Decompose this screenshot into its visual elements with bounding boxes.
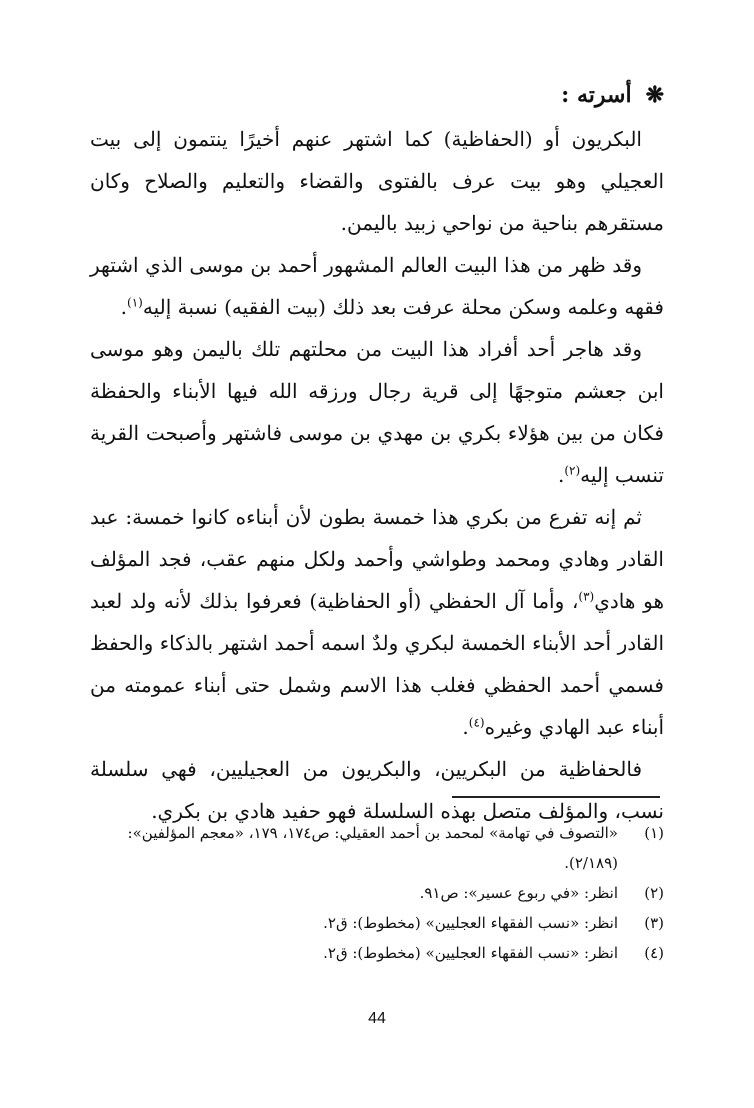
flower-bullet-icon: ❋	[645, 82, 664, 108]
footnote-divider	[452, 796, 660, 798]
page-number: 44	[368, 1010, 386, 1027]
paragraph	[90, 244, 664, 328]
paragraph-text: وقد ظهر من هذا البيت العالم المشهور أحمد بن موسى الذي اشتهر فقهه وعلمه وسكن محلة عرفت بعد ذلك (بيت الفقيه) نسبة إليه	[90, 253, 664, 319]
paragraph	[90, 118, 664, 244]
footnote-number: (١)	[644, 824, 664, 842]
paragraph-end: .	[557, 463, 565, 487]
footnote-ref[interactable]: (٣)	[578, 589, 595, 604]
paragraph-text: فالحفاظية من البكريين، والبكريون من العجيليين، فهي سلسلة نسب، والمؤلف متصل بهذه السلسلة فهو حفيد هادي بن بكري.	[90, 757, 664, 823]
footnote-ref[interactable]: (٤)	[468, 715, 485, 730]
paragraph-continuation: ، وأما آل الحفظي (أو الحفاظية) فعرفوا بذلك لأنه ولد لعبد القادر أحد الأبناء الخمسة لبكري ولدٌ اسمه أحمد اشتهر بالذكاء والحفظ فسمي أحمد الحفظي فغلب هذا الاسم وشمل حتى أبناء عمومته من أبناء عبد الهادي وغيره	[90, 589, 664, 739]
footnote	[90, 908, 664, 938]
footnote-number: (٢)	[644, 884, 664, 902]
footnotes	[90, 818, 664, 968]
footnote-ref[interactable]: (٢)	[564, 463, 581, 478]
paragraph	[90, 328, 664, 496]
footnote-ref[interactable]: (١)	[127, 295, 143, 310]
footnote-number: (٤)	[644, 944, 664, 962]
main-text	[90, 118, 664, 832]
footnote	[90, 938, 664, 968]
paragraph-end: .	[462, 715, 469, 739]
footnote-text: انظر: «نسب الفقهاء العجليين» (مخطوط): ق٢.	[323, 944, 618, 962]
section-heading	[561, 78, 664, 112]
paragraph-text: البكريون أو (الحفاظية) كما اشتهر عنهم أخيرًا ينتمون إلى بيت العجيلي وهو بيت عرف بالفتوى والقضاء والتعليم والصلاح وكان مستقرهم بناحية من نواحي زبيد باليمن.	[90, 127, 664, 235]
paragraph	[90, 496, 664, 748]
paragraph-text: ثم إنه تفرع من بكري هذا خمسة بطون لأن أبناءه كانوا خمسة: عبد القادر وهادي ومحمد وطواشي وأحمد ولكل منهم عقب، فجد المؤلف هو هادي	[90, 505, 665, 613]
footnote-number: (٣)	[644, 914, 664, 932]
footnote-text: «التصوف في تهامة» لمحمد بن أحمد العقيلي: ص١٧٤، ١٧٩، «معجم المؤلفين»: (٢/١٨٩).	[127, 824, 618, 872]
section-title: أسرته :	[561, 82, 632, 108]
footnote	[90, 818, 664, 878]
footnote-text: انظر: «نسب الفقهاء العجليين» (مخطوط): ق٢.	[323, 914, 618, 932]
paragraph-end: .	[120, 295, 128, 319]
footnote	[90, 878, 664, 908]
paragraph-text: وقد هاجر أحد أفراد هذا البيت من محلتهم تلك باليمن وهو موسى ابن جعشم متوجهًا إلى قرية رجال ورزقه الله فيها الأبناء والحفظة فكان من بين هؤلاء بكري بن مهدي بن موسى فاشتهر وأصبحت القرية تنسب إليه	[90, 337, 664, 487]
footnote-text: انظر: «في ربوع عسير»: ص٩١.	[419, 884, 618, 902]
